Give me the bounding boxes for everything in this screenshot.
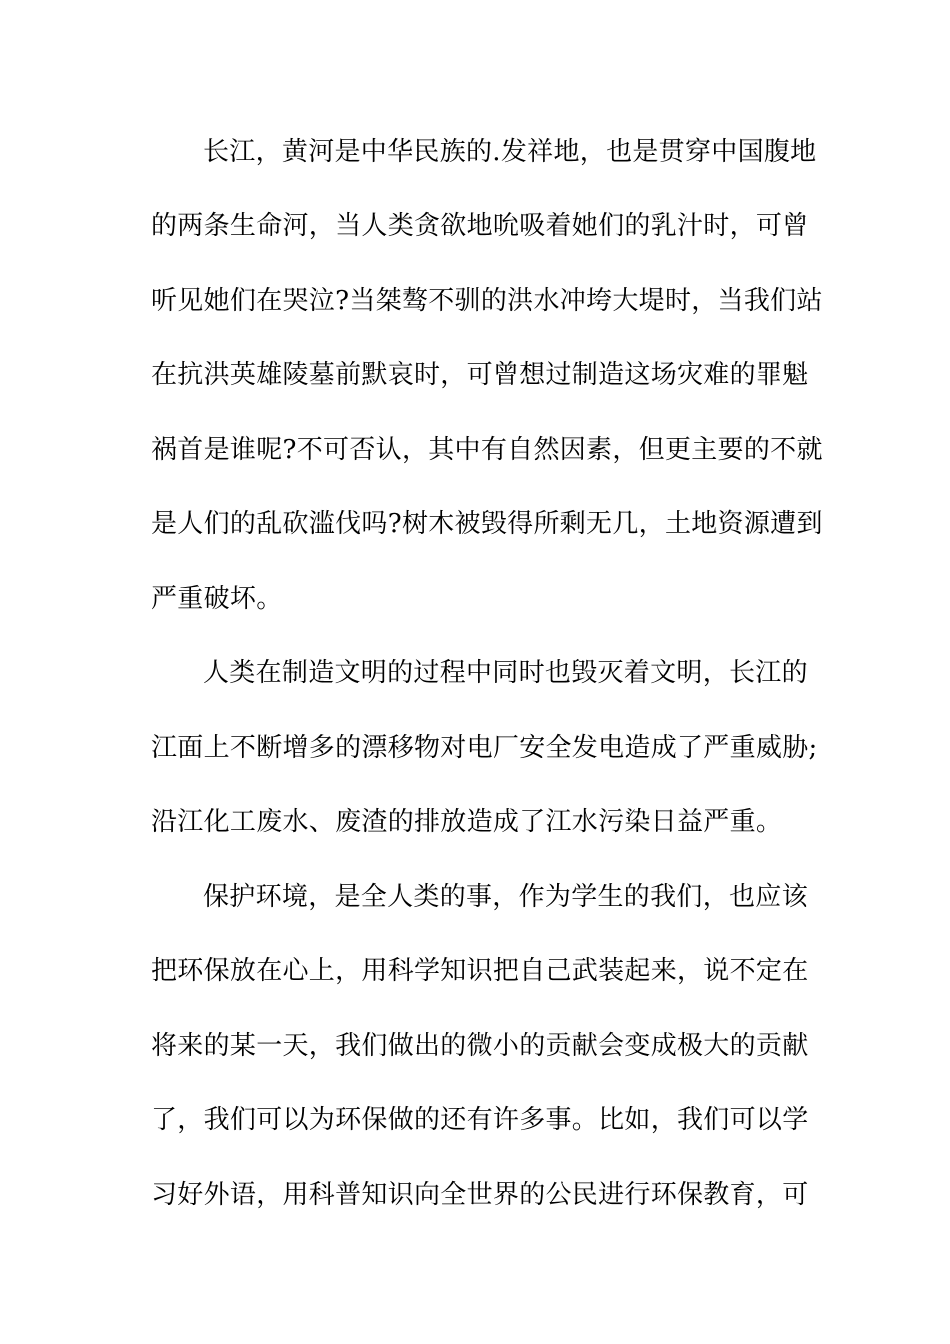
text-line: 了，我们可以为环保做的还有许多事。比如，我们可以学 — [151, 1105, 809, 1135]
text-line: 长江，黄河是中华民族的.发祥地，也是贯穿中国腹地 — [203, 137, 817, 167]
text-line: 是人们的乱砍滥伐吗?树木被毁得所剩无几，土地资源遭到 — [151, 509, 823, 539]
text-line: 沿江化工废水、废渣的排放造成了江水污染日益严重。 — [151, 807, 783, 837]
text-line: 将来的某一天，我们做出的微小的贡献会变成极大的贡献 — [151, 1031, 809, 1061]
text-line: 祸首是谁呢?不可否认，其中有自然因素，但更主要的不就 — [151, 435, 823, 465]
text-line: 把环保放在心上，用科学知识把自己武装起来，说不定在 — [151, 956, 809, 986]
text-line: 人类在制造文明的过程中同时也毁灭着文明，长江的 — [203, 658, 808, 688]
text-line: 严重破坏。 — [151, 584, 283, 614]
text-line: 的两条生命河，当人类贪欲地吮吸着她们的乳汁时，可曾 — [151, 211, 809, 241]
text-line: 江面上不断增多的漂移物对电厂安全发电造成了严重威胁; — [151, 733, 818, 763]
text-line: 保护环境，是全人类的事，作为学生的我们，也应该 — [203, 882, 808, 912]
text-line: 在抗洪英雄陵墓前默哀时，可曾想过制造这场灾难的罪魁 — [151, 360, 809, 390]
text-line: 听见她们在哭泣?当桀骜不驯的洪水冲垮大堤时，当我们站 — [151, 286, 823, 316]
text-line: 习好外语，用科普知识向全世界的公民进行环保教育，可 — [151, 1180, 809, 1210]
